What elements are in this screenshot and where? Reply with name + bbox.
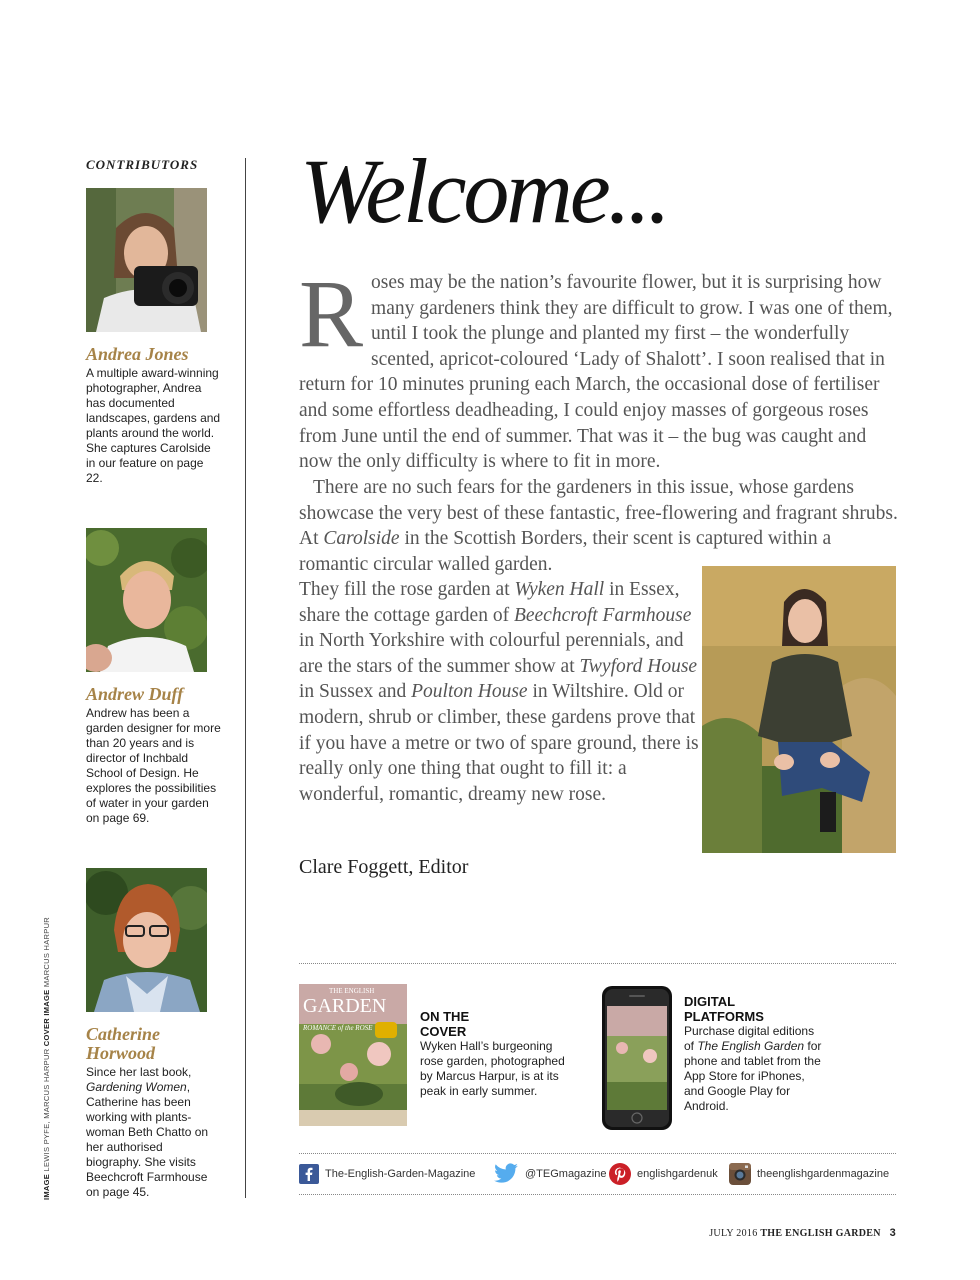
contributor-catherine-horwood — [86, 868, 221, 1200]
contributor-andrea-jones — [86, 188, 221, 486]
contributor-name: Andrew Duff — [86, 684, 184, 704]
on-the-cover-block — [420, 1009, 570, 1099]
twitter-link[interactable]: @TEGmagazine — [493, 1162, 606, 1186]
contributor-bio: A multiple award-winning photographer, Andrea has documented landscapes, gardens and plants around the world. She captures Carolside in our feature on page 22. — [86, 366, 221, 485]
contributor-photo-andrew — [86, 528, 207, 672]
issue-date: JULY 2016 — [709, 1228, 758, 1239]
magazine-cover-thumbnail[interactable] — [299, 984, 407, 1126]
editorial-paragraph-1: Roses may be the nation’s favourite flower, but it is surprising how many gardeners think they are difficult to grow. I was one of them, until I took the plunge and planted my first – the wonderfully scented, apricot-coloured ‘Lady of Shalott’. I soon realised that in return for 10 minutes pruning each March, the occasional dose of fertiliser and some effortless deadheading, I could enjoy masses of gorgeous roses from June until the end of summer. That was it – the bug was caught and now the only difficulty is where to fit in more. — [299, 260, 893, 473]
instagram-link[interactable]: theenglishgardenmagazine — [729, 1162, 889, 1186]
pinterest-link[interactable]: englishgardenuk — [609, 1162, 718, 1186]
contributor-photo-catherine — [86, 868, 207, 1012]
on-the-cover-title: ON THE COVER — [420, 1009, 470, 1039]
contributor-name: Andrea Jones — [86, 344, 189, 364]
contributor-bio: Since her last book, Gardening Women, Catherine has been working with plants-woman Beth Chatto on her authorised biography. She visits Beechcroft Farmhouse on page 45. — [86, 1065, 209, 1199]
contributor-photo-andrea — [86, 188, 207, 332]
svg-text:GARDEN: GARDEN — [303, 995, 387, 1017]
image-credit: IMAGE LEWIS PYFE, MARCUS HARPUR COVER IMAGE MARCUS HARPUR — [42, 917, 51, 1200]
column-divider — [245, 158, 246, 1198]
social-links — [299, 1162, 896, 1186]
svg-text:ROMANCE of the ROSE: ROMANCE of the ROSE — [303, 1024, 373, 1032]
digital-platforms-text: Purchase digital editions of The English Garden for phone and tablet from the App Store for iPhones, and Google Play for Android. — [684, 1024, 822, 1113]
welcome-title: Welcome... — [300, 140, 668, 242]
drop-cap: R — [299, 260, 364, 367]
editor-signoff: Clare Foggett, Editor — [299, 856, 469, 878]
editor-photo — [702, 566, 896, 853]
pinterest-icon — [609, 1163, 631, 1185]
contributor-andrew-duff — [86, 528, 221, 826]
twitter-icon — [493, 1163, 519, 1185]
smartphone-icon — [602, 986, 672, 1130]
page-footer — [709, 1227, 896, 1239]
contributor-bio: Andrew has been a garden designer for more than 20 years and is director of Inchbald School of Design. He explores the possibilities of water in your garden on page 69. — [86, 706, 221, 825]
facebook-link[interactable]: The-English-Garden-Magazine — [299, 1162, 475, 1186]
digital-platforms-block — [684, 994, 824, 1114]
svg-text:THE ENGLISH: THE ENGLISH — [329, 987, 375, 995]
divider-top — [299, 963, 896, 964]
editorial-paragraph-2: There are no such fears for the gardeners in this issue, whose gardens showcase the very best of these fantastic, free-flowering and fragrant shrubs. At Carolside in the Scottish Borders, their scent is captured within a romantic circular walled garden. — [299, 477, 898, 575]
digital-platforms-title: DIGITAL PLATFORMS — [684, 994, 764, 1024]
divider-middle — [299, 1153, 896, 1154]
editorial-paragraph-3: They fill the rose garden at Wyken Hall in Essex, share the cottage garden of Beechcroft Farmhouse in North Yorkshire with colourful perennials, and are the stars of the summer show at Twyford House in Sussex and Poulton House in Wiltshire. Old or modern, shrub or climber, these gardens prove that if you have a metre or two of spare ground, there is really only one thing that ought to fill it: a wonderful, romantic, dreamy new rose. — [299, 579, 699, 805]
contributor-name: Catherine Horwood — [86, 1024, 161, 1063]
contributors-heading: CONTRIBUTORS — [86, 157, 199, 172]
facebook-icon — [299, 1164, 319, 1184]
publication-name: THE ENGLISH GARDEN — [760, 1228, 881, 1239]
on-the-cover-text: Wyken Hall’s burgeoning rose garden, photographed by Marcus Harpur, is at its peak in early summer. — [420, 1039, 565, 1098]
page-number: 3 — [889, 1227, 896, 1239]
divider-bottom — [299, 1194, 896, 1195]
instagram-icon — [729, 1163, 751, 1185]
